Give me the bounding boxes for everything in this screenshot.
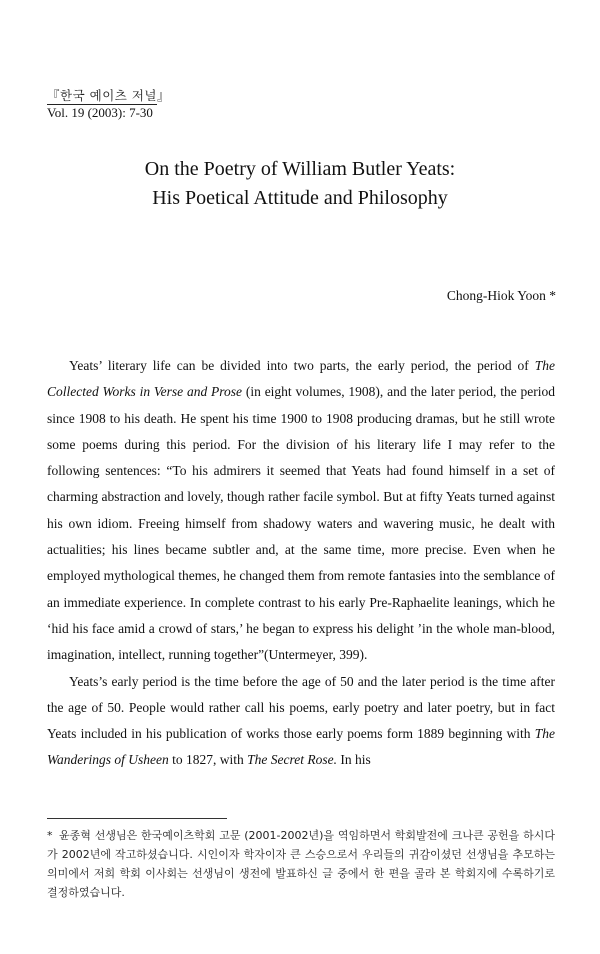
footnote-divider — [47, 818, 227, 819]
article-body — [47, 353, 555, 774]
journal-name: 『한국 예이츠 저널』 — [47, 88, 170, 103]
paragraph-2 — [47, 669, 555, 774]
footnote-text: 윤종혁 선생님은 한국예이츠학회 고문 (2001-2002년)을 역임하면서 학회발전에 크나큰 공헌을 하시다가 2002년에 작고하셨습니다. 시인이자 학자이자 큰 스승으로서 우리들의 귀감이셨던 선생님을 추모하는 의미에서 저희 학회 이사회는 선생님이 생전에 발표하신 글 중에서 한 편을 골라 본 학회지에 수록하기로 결정하였습니다. — [47, 829, 555, 899]
paragraph-text: Yeats’ literary life can be divided into two parts, the early period, the period of — [69, 358, 535, 373]
footnote — [47, 826, 555, 902]
footnote-marker: * — [47, 829, 53, 842]
book-title: The Secret Rose. — [247, 752, 337, 768]
book-title: The Collected Works in Verse and Prose — [47, 358, 555, 400]
paragraph-text: to 1827, with — [168, 752, 248, 768]
article-title — [0, 155, 600, 213]
volume-info: Vol. 19 (2003): 7-30 — [47, 105, 153, 120]
book-title: The Wanderings of Usheen — [47, 726, 555, 768]
title-line-1: On the Poetry of William Butler Yeats: — [144, 158, 456, 180]
journal-header — [47, 88, 170, 121]
paragraph-text: In his — [337, 752, 371, 768]
title-line-2: His Poetical Attitude and Philosophy — [152, 187, 448, 209]
paragraph-text: Yeats’s early period is the time before the age of 50 and the later period is the time after the age of 50. People would rather call his poems, early poetry and later poetry, but in fact Yeats included in his publication of works those early poems form 1889 beginning with — [47, 673, 555, 742]
paragraph-1 — [47, 353, 555, 669]
author-name: Chong-Hiok Yoon * — [446, 288, 556, 303]
paragraph-text: (in eight volumes, 1908), and the later period, the period since 1908 to his death. He spent his time 1900 to 1908 producing dramas, but he still wrote some poems during this period. For the division of his literary life I may refer to the following sentences: “To his admirers it seemed that Yeats had found himself in a set of charming abstraction and lovely, though rather facile symbol. But at fifty Yeats turned against his own idiom. Freeing himself from shadowy waters and wavering music, he dealt with actualities; his lines became subtler and, at the same time, more precise. Even when he employed mythological themes, he changed them from remote fantasies into the semblance of an immediate experience. In complete contrast to his early Pre-Raphaelite leanings, which he ‘hid his face amid a crowd of stars,’ he began to express his delight ’in the whole man-blood, imagination, intellect, running together”(Untermeyer, 399). — [47, 384, 556, 663]
